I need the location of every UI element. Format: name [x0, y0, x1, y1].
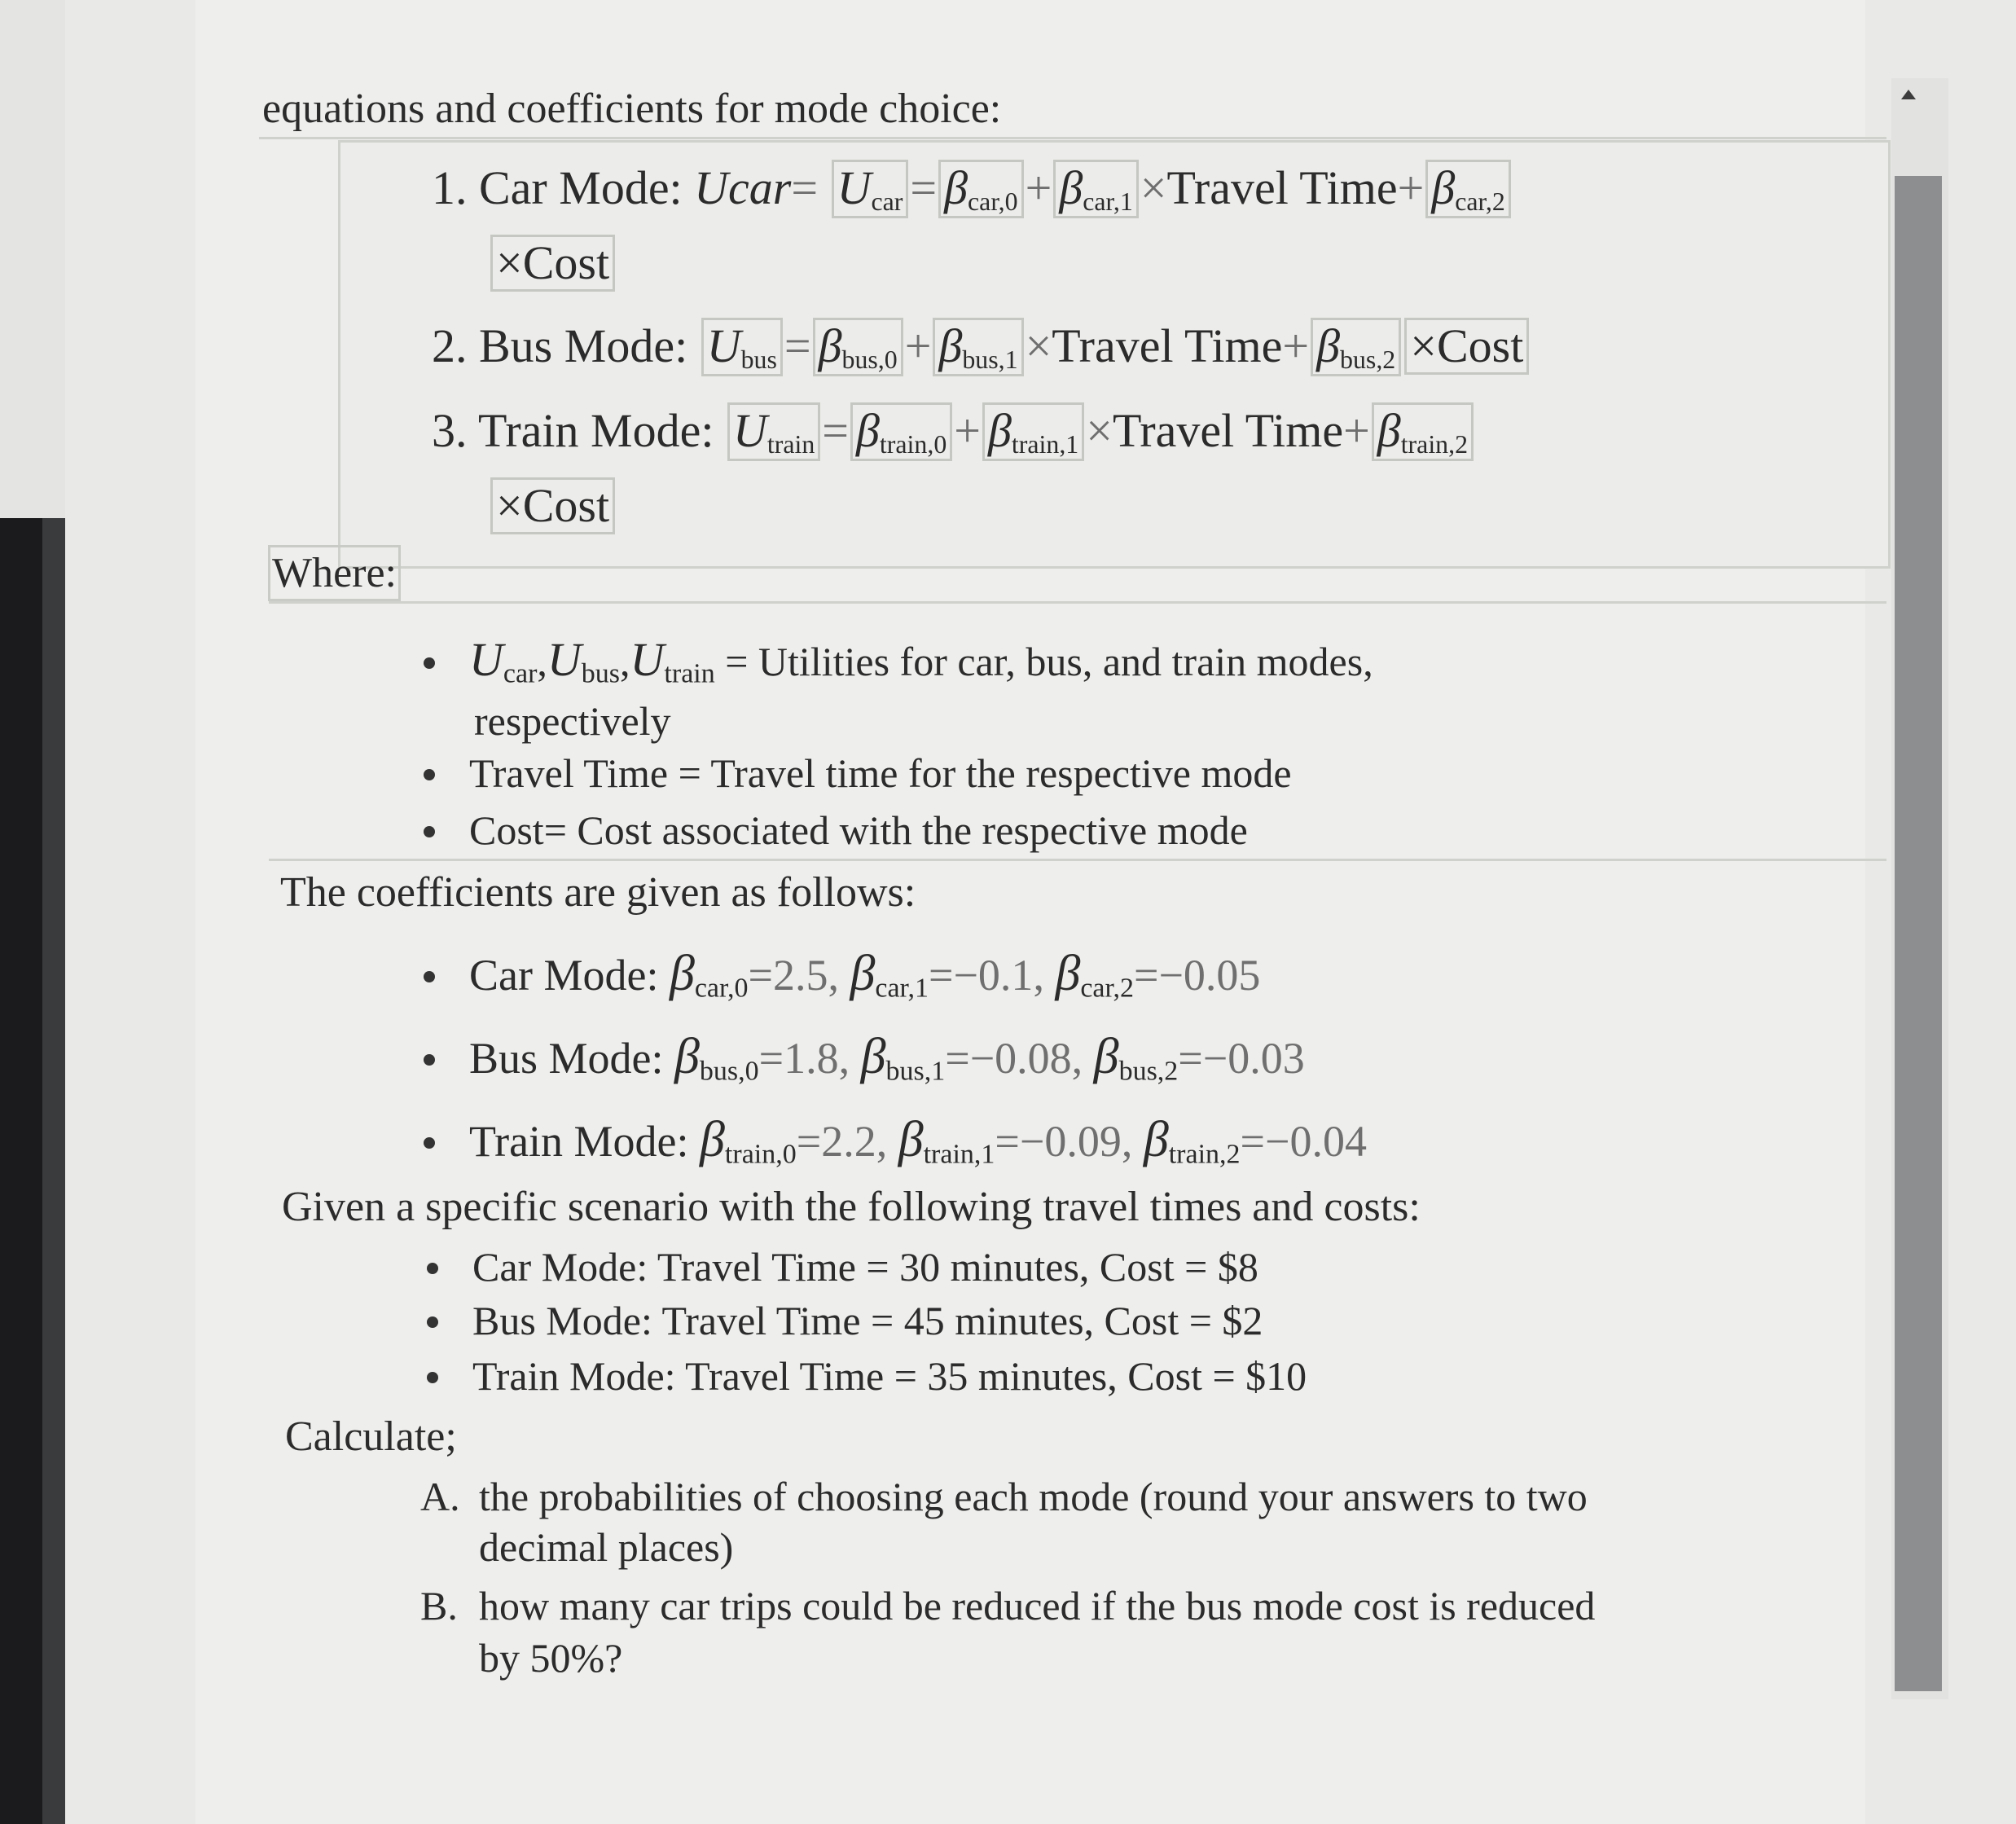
utility-subscript: bus [740, 345, 777, 374]
comma: , [620, 639, 630, 684]
utility-train-box[interactable] [727, 402, 820, 461]
beta-symbol: β [898, 1112, 924, 1167]
times-sign: × [1140, 161, 1167, 214]
scenario-train-text: Train Mode: Travel Time = 35 minutes, Cost = $10 [472, 1353, 1307, 1399]
beta-subscript: train,2 [1400, 429, 1469, 459]
separator: , [1071, 1034, 1083, 1083]
beta-bus-1-box[interactable] [933, 318, 1023, 376]
beta-car-1-box[interactable] [1053, 160, 1138, 218]
beta-subscript: bus,1 [885, 1056, 946, 1087]
question-a [420, 1473, 1588, 1520]
mode-label: Car Mode: [469, 951, 659, 1000]
times-sign: × [1086, 404, 1113, 457]
utility-subscript: train [664, 658, 715, 689]
bullet-icon [424, 971, 435, 982]
beta-symbol: β [938, 319, 963, 372]
beta-subscript: car,1 [875, 973, 929, 1004]
equation-number: 1. [432, 161, 468, 214]
scenario-train [427, 1352, 1307, 1400]
cost-term-box[interactable]: ×Cost [1404, 318, 1529, 375]
coefficient-value: =−0.1 [929, 951, 1034, 1000]
equation-number: 3. [432, 404, 468, 457]
beta-symbol: β [1059, 161, 1083, 214]
bullet-icon [424, 1137, 435, 1149]
equation-train-continued [489, 477, 617, 534]
utility-car-box[interactable] [832, 160, 909, 218]
equation-number: 2. [432, 319, 468, 372]
beta-subscript: train,1 [1011, 429, 1079, 459]
beta-train-0-box[interactable] [850, 402, 952, 461]
equation-train [432, 402, 1475, 461]
separator: , [838, 1034, 850, 1083]
equals-sign: = [822, 404, 850, 457]
beta-subscript: train,0 [724, 1139, 797, 1170]
utility-symbol: U [837, 161, 872, 214]
coefficients-train [424, 1111, 1367, 1171]
beta-subscript: car,2 [1080, 973, 1134, 1004]
beta-subscript: car,2 [1455, 187, 1505, 216]
coefficient-value: =2.5 [748, 951, 828, 1000]
beta-symbol: β [1143, 1112, 1169, 1167]
plus-sign: + [1025, 161, 1052, 214]
question-b [420, 1582, 1595, 1629]
coefficients-bus [424, 1028, 1305, 1088]
plus-sign: + [1282, 319, 1310, 372]
monitor-bezel-edge [42, 518, 65, 1824]
question-b-continued: by 50%? [479, 1635, 623, 1681]
scrollbar-thumb[interactable] [1895, 176, 1942, 1691]
utility-car-text: Ucar [694, 161, 792, 214]
beta-subscript: bus,2 [1340, 345, 1396, 374]
beta-symbol: β [1431, 161, 1456, 214]
utilities-description: = Utilities for car, bus, and train modes, [725, 639, 1373, 684]
bullet-icon [424, 1054, 435, 1066]
beta-symbol: β [850, 946, 876, 1001]
coefficient-value: =−0.05 [1133, 951, 1261, 1000]
intro-divider [259, 137, 1886, 139]
coefficient-value: =−0.08 [945, 1034, 1072, 1083]
bullet-icon [427, 1372, 438, 1383]
beta-bus-2-box[interactable] [1311, 318, 1401, 376]
scenario-bus-text: Bus Mode: Travel Time = 45 minutes, Cost = $2 [472, 1298, 1263, 1343]
travel-time-term: Travel Time [1052, 319, 1283, 372]
utility-subscript: bus [581, 658, 621, 689]
equals-sign: = [791, 161, 819, 214]
mode-label: Bus Mode: [469, 1034, 664, 1083]
cost-term-box[interactable]: ×Cost [490, 235, 615, 292]
question-b-text: how many car trips could be reduced if the bus mode cost is reduced [479, 1583, 1596, 1628]
travel-time-term: Travel Time [1112, 404, 1344, 457]
times-sign: × [1025, 319, 1052, 372]
beta-subscript: bus,1 [962, 345, 1018, 374]
beta-subscript: train,2 [1168, 1139, 1241, 1170]
beta-subscript: train,0 [879, 429, 947, 459]
bullet-icon [427, 1316, 438, 1328]
question-a-text: the probabilities of choosing each mode (round your answers to two [479, 1474, 1588, 1519]
beta-symbol: β [1316, 319, 1341, 372]
question-b-marker: B. [420, 1583, 458, 1628]
coefficient-value: =−0.03 [1178, 1034, 1305, 1083]
beta-subscript: train,1 [923, 1139, 995, 1170]
utility-subscript: car [503, 658, 538, 689]
beta-car-2-box[interactable] [1425, 160, 1510, 218]
scroll-up-arrow-icon[interactable] [1901, 90, 1916, 99]
coefficients-divider [269, 859, 1886, 861]
beta-symbol: β [1055, 946, 1081, 1001]
coefficients-heading: The coefficients are given as follows: [280, 869, 916, 916]
utility-symbol: U [630, 633, 665, 686]
beta-symbol: β [987, 404, 1012, 457]
bullet-icon [424, 657, 435, 669]
beta-symbol: β [856, 404, 880, 457]
separator: , [876, 1117, 888, 1166]
beta-subscript: bus,0 [699, 1056, 759, 1087]
beta-symbol: β [669, 946, 695, 1001]
separator: , [1121, 1117, 1133, 1166]
beta-symbol: β [674, 1029, 700, 1084]
beta-subscript: car,1 [1083, 187, 1133, 216]
equation-bus [432, 318, 1531, 376]
equals-sign: = [910, 161, 938, 214]
bullet-icon [424, 826, 435, 837]
scenario-bus [427, 1297, 1263, 1344]
scenario-car [427, 1243, 1258, 1290]
bullet-icon [424, 769, 435, 780]
equation-label: Train Mode: [477, 404, 714, 457]
utility-subscript: train [766, 429, 815, 459]
beta-subscript: bus,0 [841, 345, 898, 374]
cost-term-box[interactable]: ×Cost [490, 477, 615, 534]
travel-time-term: Travel Time [1166, 161, 1398, 214]
beta-symbol: β [818, 319, 842, 372]
scenario-car-text: Car Mode: Travel Time = 30 minutes, Cost = $8 [472, 1244, 1258, 1290]
beta-symbol: β [944, 161, 968, 214]
beta-symbol: β [1377, 404, 1401, 457]
equation-label: Bus Mode: [479, 319, 688, 372]
coefficient-value: =2.2 [796, 1117, 876, 1166]
plus-sign: + [1343, 404, 1370, 457]
travel-time-definition: Travel Time = Travel time for the respective mode [469, 750, 1292, 796]
beta-symbol: β [860, 1029, 886, 1084]
beta-train-1-box[interactable] [982, 402, 1084, 461]
intro-text: equations and coefficients for mode choice: [262, 86, 1002, 132]
beta-train-2-box[interactable] [1372, 402, 1474, 461]
equation-car [432, 160, 1513, 218]
comma: , [537, 639, 547, 684]
equals-sign: = [784, 319, 811, 372]
equation-label: Car Mode: [479, 161, 683, 214]
utility-symbol: U [547, 633, 582, 686]
utility-symbol: U [732, 404, 767, 457]
equation-car-continued [489, 235, 617, 292]
utility-subscript: car [871, 187, 903, 216]
question-a-marker: A. [420, 1474, 460, 1519]
beta-car-0-box[interactable] [938, 160, 1023, 218]
coefficients-car [424, 945, 1260, 1004]
question-a-continued: decimal places) [479, 1524, 734, 1570]
scenario-heading: Given a specific scenario with the following travel times and costs: [282, 1184, 1421, 1230]
beta-symbol: β [700, 1112, 725, 1167]
where-cost [424, 807, 1248, 854]
beta-bus-0-box[interactable] [813, 318, 903, 376]
where-divider [269, 601, 1886, 604]
beta-subscript: car,0 [694, 973, 749, 1004]
plus-sign: + [954, 404, 981, 457]
where-utilities-continued: respectively [474, 698, 671, 744]
cost-definition: Cost= Cost associated with the respective mode [469, 807, 1248, 853]
bullet-icon [427, 1263, 438, 1274]
plus-sign: + [904, 319, 932, 372]
utility-symbol: U [469, 633, 503, 686]
where-utilities [424, 632, 1373, 690]
separator: , [828, 951, 839, 1000]
beta-subscript: bus,2 [1118, 1056, 1179, 1087]
where-heading: Where: [272, 550, 397, 596]
beta-symbol: β [1093, 1029, 1119, 1084]
calculate-heading: Calculate; [285, 1413, 457, 1460]
utility-symbol: U [706, 319, 741, 372]
coefficient-value: =1.8 [758, 1034, 839, 1083]
where-travel-time [424, 749, 1292, 797]
coefficient-value: =−0.09 [995, 1117, 1122, 1166]
monitor-bezel [0, 518, 42, 1824]
plus-sign: + [1397, 161, 1425, 214]
separator: , [1033, 951, 1044, 1000]
beta-subscript: car,0 [968, 187, 1018, 216]
mode-label: Train Mode: [469, 1117, 689, 1166]
utility-bus-box[interactable] [701, 318, 783, 376]
coefficient-value: =−0.04 [1240, 1117, 1367, 1166]
